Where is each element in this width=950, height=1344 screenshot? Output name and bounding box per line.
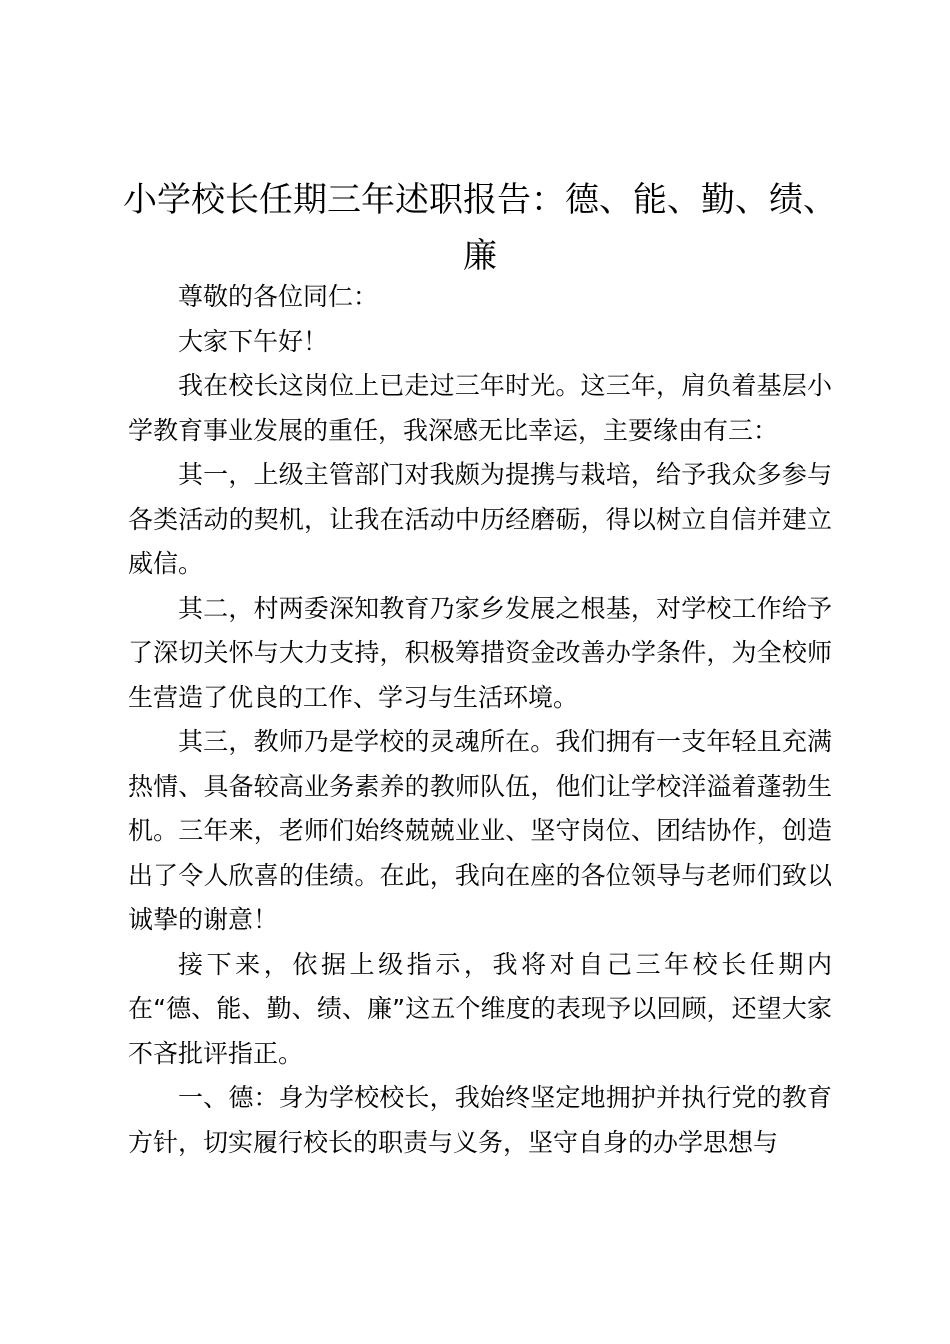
transition-paragraph: 接下来，依据上级指示，我将对自己三年校长任期内在“德、能、勤、绩、廉”这五个维度的表现予以回顾，还望大家不吝批评指正。 [128,949,832,1068]
salutation-paragraph: 大家下午好！ [178,326,329,356]
reason-one-paragraph: 其一，上级主管部门对我颇为提携与栽培，给予我众多参与各类活动的契机，让我在活动中历经磨砺，得以树立自信并建立威信。 [128,460,832,578]
reason-two-paragraph: 其二，村两委深知教育乃家乡发展之根基，对学校工作给予了深切关怀与大力支持，积极筹措资金改善办学条件，为全校师生营造了优良的工作、学习与生活环境。 [128,593,832,712]
intro-paragraph: 我在校长这岗位上已走过三年时光。这三年，肩负着基层小学教育事业发展的重任，我深感无比幸运，主要缘由有三： [128,371,832,445]
greeting-paragraph: 尊敬的各位同仁： [178,282,379,311]
reason-three-paragraph: 其三，教师乃是学校的灵魂所在。我们拥有一支年轻且充满热情、具备较高业务素养的教师队伍，他们让学校洋溢着蓬勃生机。三年来，老师们始终兢兢业业、坚守岗位、团结协作，创造出了令人欣喜的佳绩。在此，我向在座的各位领导与老师们致以诚挚的谢意！ [128,727,832,934]
document-title: 小学校长任期三年述职报告：德、能、勤、绩、廉 [123,180,837,276]
document-body [128,275,832,1165]
section-one-paragraph: 一、德：身为学校校长，我始终坚定地拥护并执行党的教育方针，切实履行校长的职责与义务，坚守自身的办学思想与 [128,1083,832,1157]
